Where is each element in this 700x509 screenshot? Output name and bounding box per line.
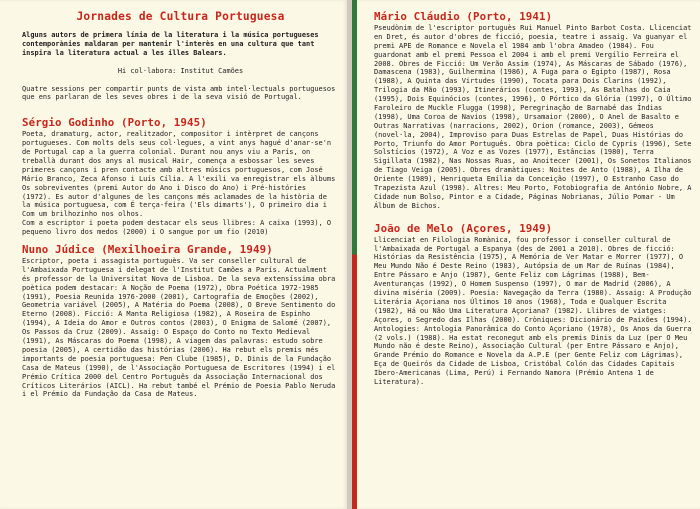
author-section-joao-de-melo (374, 222, 694, 387)
author-section-nuno-judice (22, 243, 339, 399)
left-page (0, 0, 347, 509)
author-heading: João de Melo (Açores, 1949) (374, 221, 553, 235)
author-heading: Nuno Júdice (Mexilhoeira Grande, 1949) (22, 243, 273, 257)
author-heading: Sérgio Godinho (Porto, 1945) (22, 116, 207, 130)
author-section-mario-claudio (374, 10, 694, 211)
portuguese-flag-stripe-right (352, 0, 357, 509)
author-section-sergio-godinho (22, 116, 339, 237)
intro-paragraph: Alguns autors de primera línia de la literatura i la música portugueses contemporànies maldaran per mantenir l'interès en una cultura que tant inspira la literatura actual a les illes Balears. (22, 31, 319, 57)
collaboration-note: Hi col·labora: Institut Camões (117, 66, 244, 75)
page-title: Jornades de Cultura Portuguesa (76, 10, 285, 23)
author-bio: Poeta, dramaturg, actor, realitzador, compositor i intèrpret de cançons portugueses. Com molts dels seus col·legues, a vint anys hagué d'anar-se'n de Portugal cap a la guerra colonial. Durant nou anys viu a París, on treballà durant dos anys al musical Hair, comença a esbossar les seves primeres cançons i pren contacte amb altres músics portuguesos, com José Mário Branco, Zeca Afonso i Luís Cília. A l'exili va enregistrar els àlbums Os sobreviventes (premi Autor do Ano i Disco do Ano) i Pré-históries (1972). Es autor d'algunes de les cançons més aclamades de la història de la música portuguesa, com É terça-feira ('Els dimarts'), O primeiro dia i Com um brilhozinho nos olhos. Com a escriptor i poeta podem destacar els seus llibres: A caixa (1993), O pequeno livro dos medos (2000) i O sangue por um fio (2010) (22, 130, 336, 237)
sessions-paragraph: Quatre sessions per compartir punts de vista amb intel·lectuals portuguesos que ens parlaran de les seves obres i de la seva visió de Portugal. (22, 84, 336, 102)
author-bio: Llicenciat en Filologia Romànica, fou professor i conseller cultural de l'Ambaixada de Portugal a Espanya (des de 2001 a 2010). Obres de ficció: Histórias da Resistência (1975), A Memória de Ver Matar e Morrer (1977), O Meu Mundo Não é Deste Reino (1983), Autópsia de um Mar de Ruínas (1984), Entre Pássaro e Anjo (1987), Gente Feliz com Lágrimas (1988), Bem-Aventuranças (1992), O Homem Suspenso (1997), O mar de Madrid (2006), A divina miséria (2009). Poesia: Navegação da Terra (1980). Assaig: A Produção Literária Açoriana nos Últimos 10 anos (1968), Toda e Qualquer Escrita (1982), Há ou Não Uma Literatura Açoriana? (1982). Llibres de viatges: Açores, o Segredo das Ilhas (2000). Cròniques: Dicionário de Paixões (1994). Antologies: Antologia Panorâmica do Conto Açoriano (1978), Os Anos da Guerra (2 vols.) (1988). Ha estat reconegut amb els premis Dinis da Luz (per O Meu Mundo não é deste Reino), Associação Cultural (per Entre Pássaro e Anjo), Grande Prémio do Romance e Novela da A.P.E (per Gente Feliz com Lágrimas), Eça de Queirós da Cidade de Lisboa, Cristóbal Colón das Cidades Capitais Ibero-Americanas (Lima, Perú) i Fernando Namora (Prémio Antena 1 de Literatura). (374, 235, 692, 386)
author-heading: Mário Cláudio (Porto, 1941) (374, 10, 553, 23)
author-bio: Escriptor, poeta i assagista portuguès. Va ser conseller cultural de l'Ambaixada Portuguesa i delegat de l'Institut Camões a París. Actualment és professor de la Universitat Nova de Lisboa. De la seva extensíssima obra poètica podem destacar: A Noção de Poema (1972), Obra Poética 1972-1985 (1991), Poesia Reunida 1976-2000 (2001), Cartografia de Emoções (2002), Geometria variável (2005), A Matéria do Poema (2008), O Breve Sentimento do Eterno (2008). Ficció: A Manta Religiosa (1982), A Roseira de Espinho (1994), A Ideia do Amor e Outros contos (2003), O Enigma de Salomé (2007), Os Passos da Cruz (2009). Assaig: O Espaço do Conto no Texto Medieval (1991), As Máscaras do Poema (1998), A viagem das palavras: estudo sobre poesia (2005), A certidão das histórias (2006). Ha rebut els premis més importants de poesia portuguesa: Pen Clube (1985), D. Dinis de la Fundação Casa de Mateus (1990), de l'Associação Portuguesa de Escritores (1994) i el Prémio Crítica 2000 del Centro Português da Associação Internacional dos Críticos Literários (AICL). Ha rebut també el Prémio de Poesia Pablo Neruda i el Prémio da Fundação da Casa de Mateus. (22, 257, 336, 399)
author-bio: Pseudònim de l'escriptor portuguès Rui Manuel Pinto Barbot Costa. Llicenciat en Dret, és autor d'obres de ficció, poesia, teatre i assaig. Va guanyar el premi APE de Romance e Novela el 1984 amb l'obra Amadeo (1984). Fou guardonat amb el premi Pessoa el 2004 i amb el premi Vergílio Ferreira el 2008. Obres de Ficció: Um Verão Assim (1974), As Máscaras de Sábado (1976), Damascena (1983), Guilhermina (1986), A Fuga para o Egipto (1987), Rosa (1988), A Quinta das Virtudes (1990), Tocata para Dois Clarins (1992), Trilogia da Mão (1993), Itinerários (contes, 1993), As Batalhas do Caia (1995), Dois Equinócios (contes, 1996), O Pórtico da Glória (1997), O Último Faroleiro de Muckle Flugga (1998), Peregrinação de Barnabé das Índias (1998), Uma Coroa de Navios (1998), Ursamaior (2000), O Anel de Basalto e Outras Narrativas (narracions, 2002), Orion (romance, 2003), Gémeos (novel·la, 2004), Improviso para Duas Estrelas de Papel, Duas Histórias do Porto, Triunfo do Amor Português. Obra poètica: Ciclo de Cypris (1996), Sete Solstícios (1972), A Voz e as Vozes (1977), Estâncias (1980), Terra Sigillata (1982), Nas Nossas Ruas, ao Anoitecer (2001), Os Sonetos Italianos de Tiago Veiga (2005). Obres dramàtiques: Noites de Anto (1988), A Ilha de Oriente (1989), Henriqueta Emília da Conceição (1997), O Estranho Caso do Trapezista Azul (1998). Altres: Meu Porto, Fotobiografia de António Nobre, A Cidade num Bolso, Pintor e a Cidade, Páginas Nobrianas, Júlio Pomar - Um Álbum de Bichos. (374, 24, 692, 210)
right-page (352, 0, 700, 509)
